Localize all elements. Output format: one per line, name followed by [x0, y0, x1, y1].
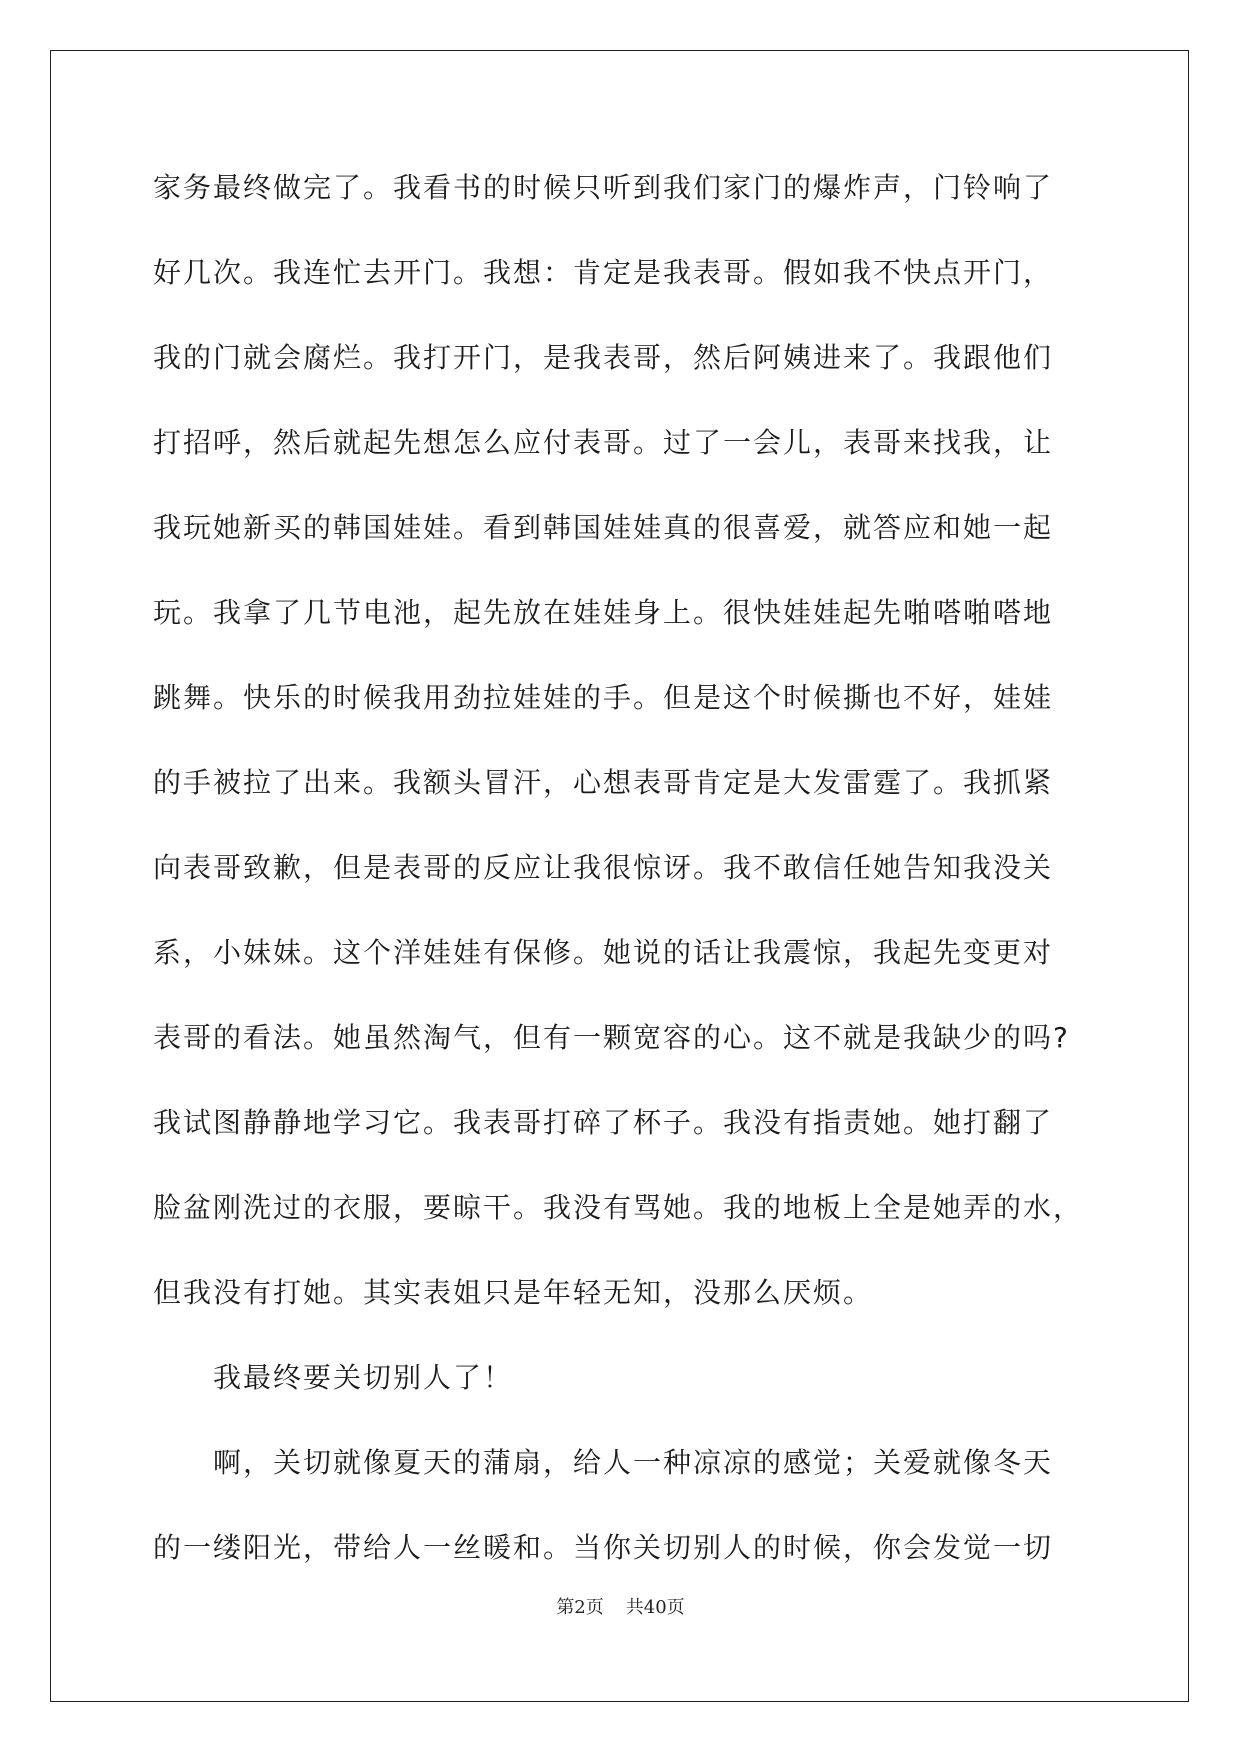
page-number: 第2页 [556, 1597, 604, 1618]
total-pages: 共40页 [625, 1597, 685, 1618]
text-line: 打招呼，然后就起先想怎么应付表哥。过了一会儿，表哥来找我，让 [153, 426, 1054, 459]
text-line: 但我没有打她。其实表姐只是年轻无知，没那么厌烦。 [153, 1276, 874, 1309]
text-line: 好几次。我连忙去开门。我想：肯定是我表哥。假如我不快点开门， [153, 256, 1054, 289]
text-line: 的一缕阳光，带给人一丝暖和。当你关切别人的时候，你会发觉一切 [153, 1531, 1054, 1564]
text-line: 我试图静静地学习它。我表哥打碎了杯子。我没有指责她。她打翻了 [153, 1106, 1054, 1139]
text-line: 跳舞。快乐的时候我用劲拉娃娃的手。但是这个时候撕也不好，娃娃 [153, 681, 1054, 714]
text-line: 脸盆刚洗过的衣服，要晾干。我没有骂她。我的地板上全是她弄的水， [153, 1191, 1084, 1224]
text-line: 我的门就会腐烂。我打开门，是我表哥，然后阿姨进来了。我跟他们 [153, 341, 1054, 374]
text-line: 家务最终做完了。我看书的时候只听到我们家门的爆炸声，门铃响了 [153, 171, 1054, 204]
text-line: 我玩她新买的韩国娃娃。看到韩国娃娃真的很喜爱，就答应和她一起 [153, 511, 1054, 544]
text-line: 我最终要关切别人了！ [213, 1361, 514, 1394]
text-line: 玩。我拿了几节电池，起先放在娃娃身上。很快娃娃起先啪嗒啪嗒地 [153, 596, 1054, 629]
text-line: 的手被拉了出来。我额头冒汗，心想表哥肯定是大发雷霆了。我抓紧 [153, 766, 1054, 799]
document-body [153, 160, 1093, 1605]
text-line: 啊，关切就像夏天的蒲扇，给人一种凉凉的感觉；关爱就像冬天 [213, 1446, 1054, 1479]
text-line: 向表哥致歉，但是表哥的反应让我很惊讶。我不敢信任她告知我没关 [153, 851, 1054, 884]
page-footer [0, 1593, 1241, 1619]
text-line: 表哥的看法。她虽然淘气，但有一颗宽容的心。这不就是我缺少的吗? [153, 1021, 1070, 1054]
text-line: 系，小妹妹。这个洋娃娃有保修。她说的话让我震惊，我起先变更对 [153, 936, 1054, 969]
